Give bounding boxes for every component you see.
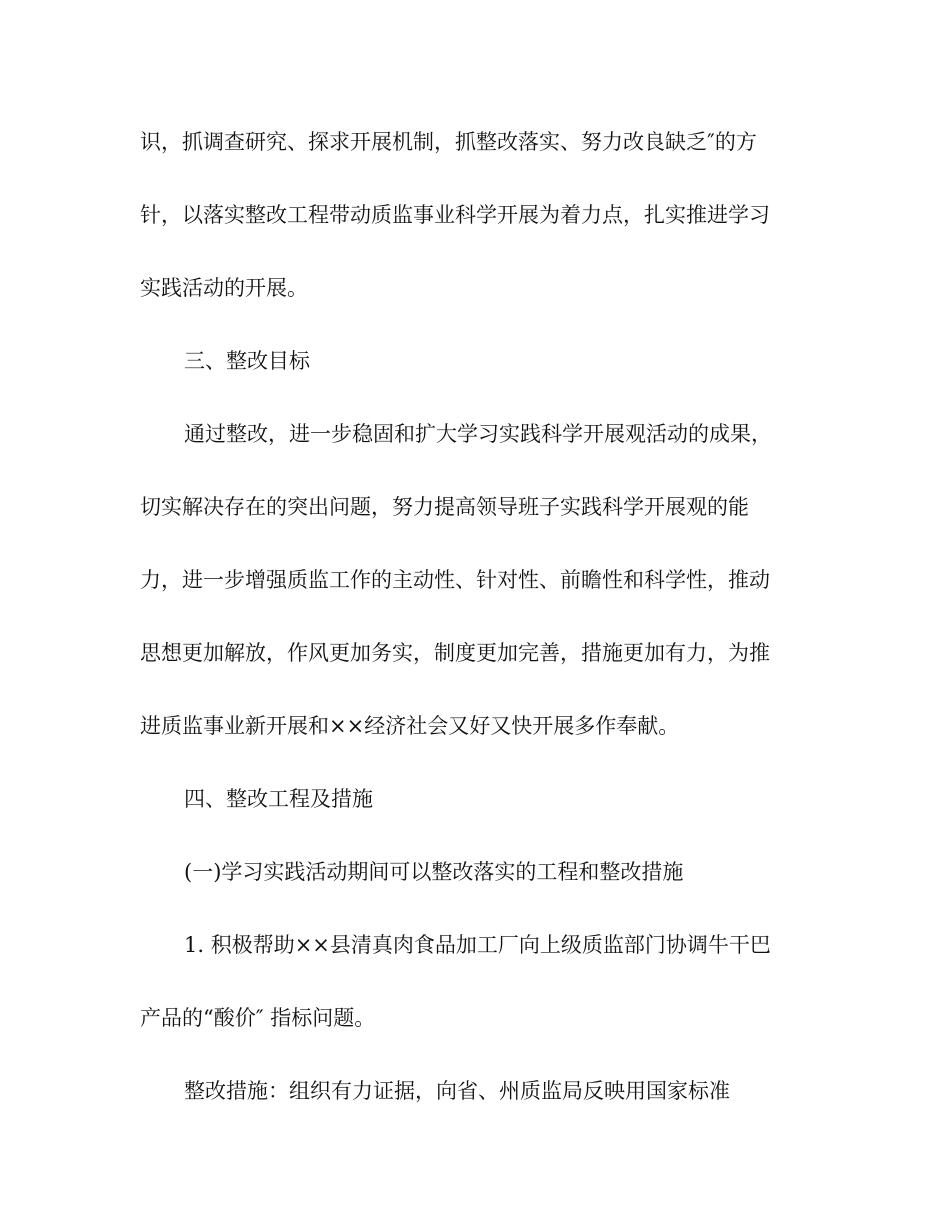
paragraph-line: 通过整改，进一步稳固和扩大学习实践科学开展观活动的成果， [184,422,772,446]
paragraph-line: 识，抓调查研究、探求开展机制，抓整改落实、努力改良缺乏″的方 [140,130,757,154]
section-heading: 三、整改目标 [184,349,310,373]
paragraph-line: 产品的“酸价″ 指标问题。 [140,1006,376,1030]
paragraph-line: 思想更加解放，作风更加务实，制度更加完善，措施更加有力，为推 [140,641,770,665]
subsection-heading: (一)学习实践活动期间可以整改落实的工程和整改措施 [184,860,684,884]
paragraph-line: 整改措施：组织有力证据，向省、州质监局反映用国家标准 [184,1079,730,1103]
paragraph-line: 进质监事业新开展和××经济社会又好又快开展多作奉献。 [140,714,680,738]
paragraph-line: 实践活动的开展。 [140,276,308,300]
section-heading: 四、整改工程及措施 [184,787,373,811]
paragraph-line: 力，进一步增强质监工作的主动性、针对性、前瞻性和科学性，推动 [140,568,770,592]
paragraph-line: 1. 积极帮助××县清真肉食品加工厂向上级质监部门协调牛干巴 [184,933,771,957]
paragraph-line: 针，以落实整改工程带动质监事业科学开展为着力点，扎实推进学习 [140,203,770,227]
paragraph-line: 切实解决存在的突出问题，努力提高领导班子实践科学开展观的能 [140,495,749,519]
